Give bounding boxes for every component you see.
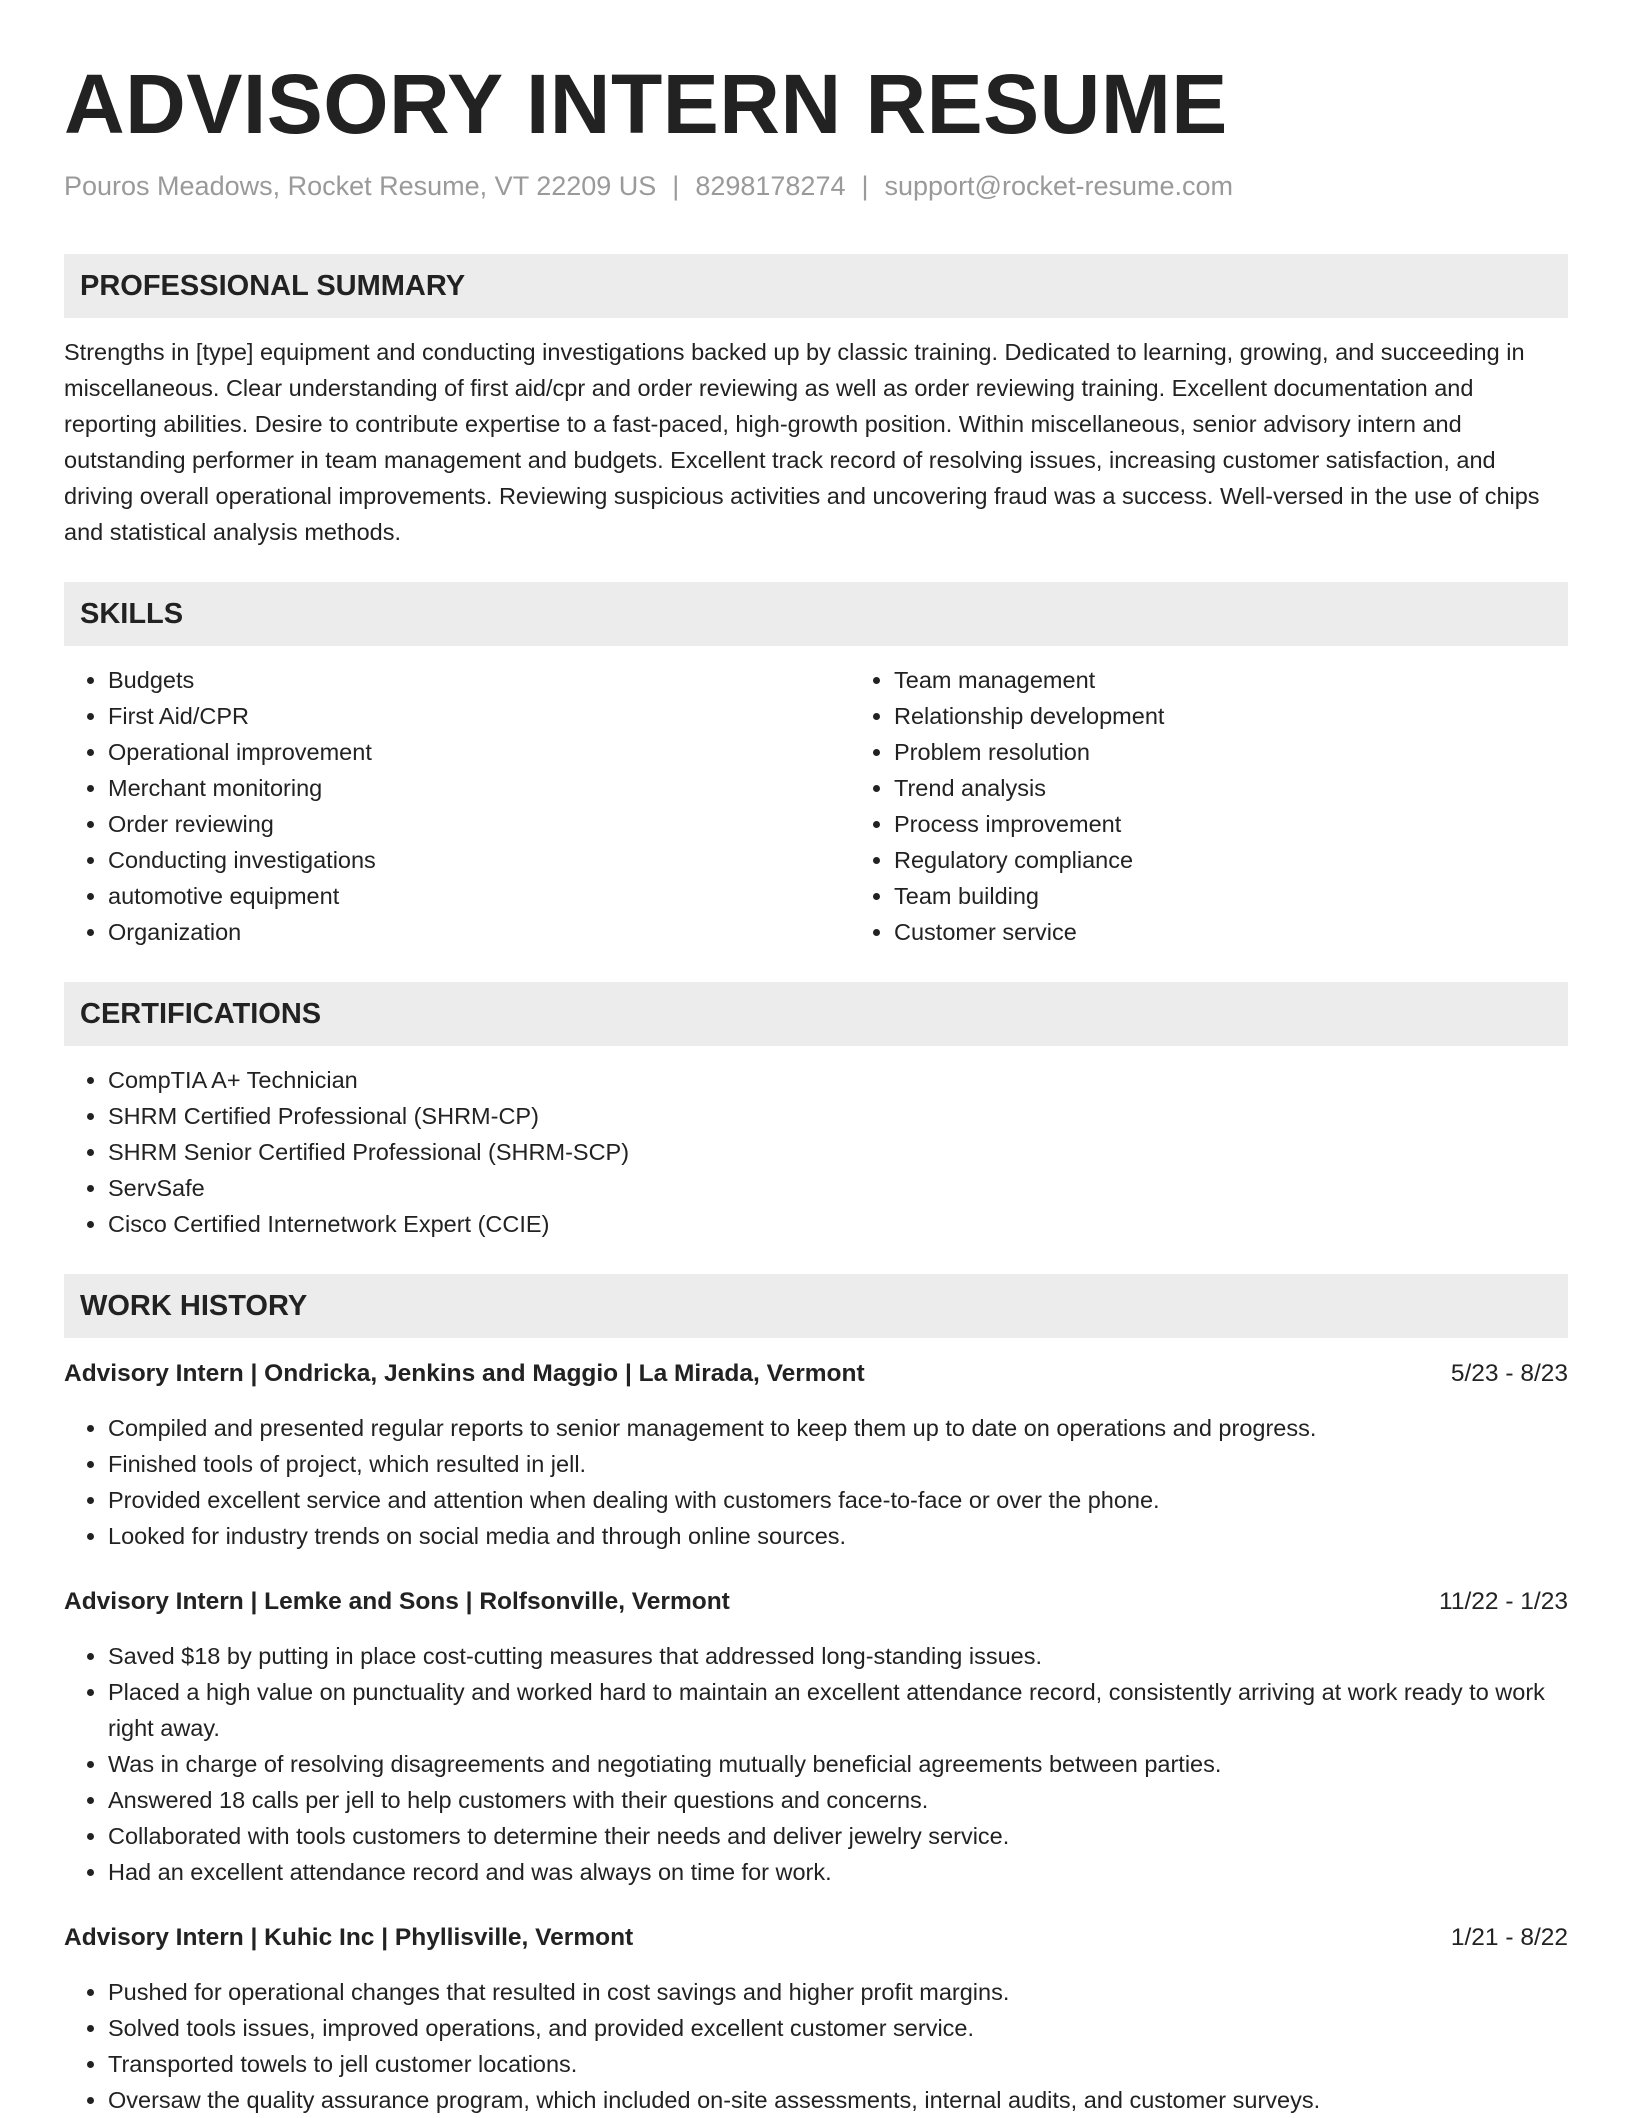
job-dates: 11/22 - 1/23 [1439, 1588, 1568, 1615]
job-bullet: • Solved tools issues, improved operations, and provided excellent customer service. [108, 2010, 1568, 2046]
job-bullet: • Pushed for operational changes that resulted in cost savings and higher profit margins. [108, 1974, 1568, 2010]
skill-item: • Budgets [108, 662, 850, 698]
certifications-heading: CERTIFICATIONS [64, 982, 1568, 1046]
job-bullet: • Saved $18 by putting in place cost-cutting measures that addressed long-standing issues. [108, 1638, 1568, 1674]
job-bullet: • Compiled and presented regular reports to senior management to keep them up to date on operations and progress. [108, 1410, 1568, 1446]
job-entry [64, 1920, 1568, 2118]
skill-item: • Operational improvement [108, 734, 850, 770]
skills-list [64, 662, 1568, 950]
skill-item: • Relationship development [894, 698, 1632, 734]
job-header [64, 1920, 1568, 1956]
job-dates: 5/23 - 8/23 [1450, 1360, 1568, 1387]
job-dates: 1/21 - 8/22 [1450, 1924, 1568, 1951]
job-bullets [64, 1638, 1568, 1890]
job-title: Advisory Intern | Lemke and Sons | Rolfsonville, Vermont [64, 1588, 730, 1615]
job-bullet: • Transported towels to jell customer locations. [108, 2046, 1568, 2082]
job-entry [64, 1356, 1568, 1554]
contact-line [64, 168, 1568, 204]
certification-item: • CompTIA A+ Technician [108, 1062, 1568, 1098]
contact-separator: | [861, 171, 869, 201]
skills-column-right [850, 662, 1632, 950]
job-bullet: • Looked for industry trends on social media and through online sources. [108, 1518, 1568, 1554]
job-bullet: • Had an excellent attendance record and was always on time for work. [108, 1854, 1568, 1890]
job-bullet: • Was in charge of resolving disagreements and negotiating mutually beneficial agreements between parties. [108, 1746, 1568, 1782]
resume-page [64, 56, 1568, 2118]
skill-item: • Conducting investigations [108, 842, 850, 878]
job-bullets [64, 1974, 1568, 2118]
skill-item: • Customer service [894, 914, 1632, 950]
summary-heading: PROFESSIONAL SUMMARY [64, 254, 1568, 318]
job-header [64, 1584, 1568, 1620]
skill-item: • Organization [108, 914, 850, 950]
skill-item: • Team building [894, 878, 1632, 914]
certification-item: • ServSafe [108, 1170, 1568, 1206]
job-bullet: • Oversaw the quality assurance program, which included on-site assessments, internal audits, and customer surveys. [108, 2082, 1568, 2118]
skill-item: • First Aid/CPR [108, 698, 850, 734]
summary-text: Strengths in [type] equipment and conducting investigations backed up by classic training. Dedicated to learning, growing, and succeeding in miscellaneous. Clear understanding of first aid/cpr and order reviewing as well as order reviewing training. Excellent documentation and reporting abilities. Desire to contribute expertise to a fast-paced, high-growth position. Within miscellaneous, senior advisory intern and outstanding performer in team management and budgets. Excellent track record of resolving issues, increasing customer satisfaction, and driving overall operational improvements. Reviewing suspicious activities and uncovering fraud was a success. Well-versed in the use of chips and statistical analysis methods. [64, 339, 1540, 545]
job-bullet: • Placed a high value on punctuality and worked hard to maintain an excellent attendance record, consistently arriving at work ready to work right away. [108, 1674, 1568, 1746]
job-bullet: • Answered 18 calls per jell to help customers with their questions and concerns. [108, 1782, 1568, 1818]
resume-title: ADVISORY INTERN RESUME [64, 57, 1228, 151]
job-bullet: • Collaborated with tools customers to determine their needs and deliver jewelry service. [108, 1818, 1568, 1854]
job-header [64, 1356, 1568, 1392]
skills-column-left [64, 662, 850, 950]
certification-item: • SHRM Senior Certified Professional (SHRM-SCP) [108, 1134, 1568, 1170]
skill-item: • Team management [894, 662, 1632, 698]
job-title: Advisory Intern | Ondricka, Jenkins and Maggio | La Mirada, Vermont [64, 1360, 865, 1387]
job-entry [64, 1584, 1568, 1890]
skill-item: • Trend analysis [894, 770, 1632, 806]
certifications-list [64, 1062, 1568, 1242]
certification-item: • SHRM Certified Professional (SHRM-CP) [108, 1098, 1568, 1134]
skill-item: • automotive equipment [108, 878, 850, 914]
skill-item: • Regulatory compliance [894, 842, 1632, 878]
job-title: Advisory Intern | Kuhic Inc | Phyllisville, Vermont [64, 1924, 634, 1951]
work-history-heading: WORK HISTORY [64, 1274, 1568, 1338]
certification-item: • Cisco Certified Internetwork Expert (CCIE) [108, 1206, 1568, 1242]
job-bullet: • Finished tools of project, which resulted in jell. [108, 1446, 1568, 1482]
contact-address: Pouros Meadows, Rocket Resume, VT 22209 US [64, 171, 657, 201]
skills-heading: SKILLS [64, 582, 1568, 646]
job-bullet: • Provided excellent service and attention when dealing with customers face-to-face or over the phone. [108, 1482, 1568, 1518]
contact-email: support@rocket-resume.com [884, 171, 1234, 201]
job-bullets [64, 1410, 1568, 1554]
skill-item: • Problem resolution [894, 734, 1632, 770]
contact-phone: 8298178274 [695, 171, 846, 201]
contact-separator: | [672, 171, 680, 201]
skill-item: • Merchant monitoring [108, 770, 850, 806]
skill-item: • Order reviewing [108, 806, 850, 842]
skill-item: • Process improvement [894, 806, 1632, 842]
